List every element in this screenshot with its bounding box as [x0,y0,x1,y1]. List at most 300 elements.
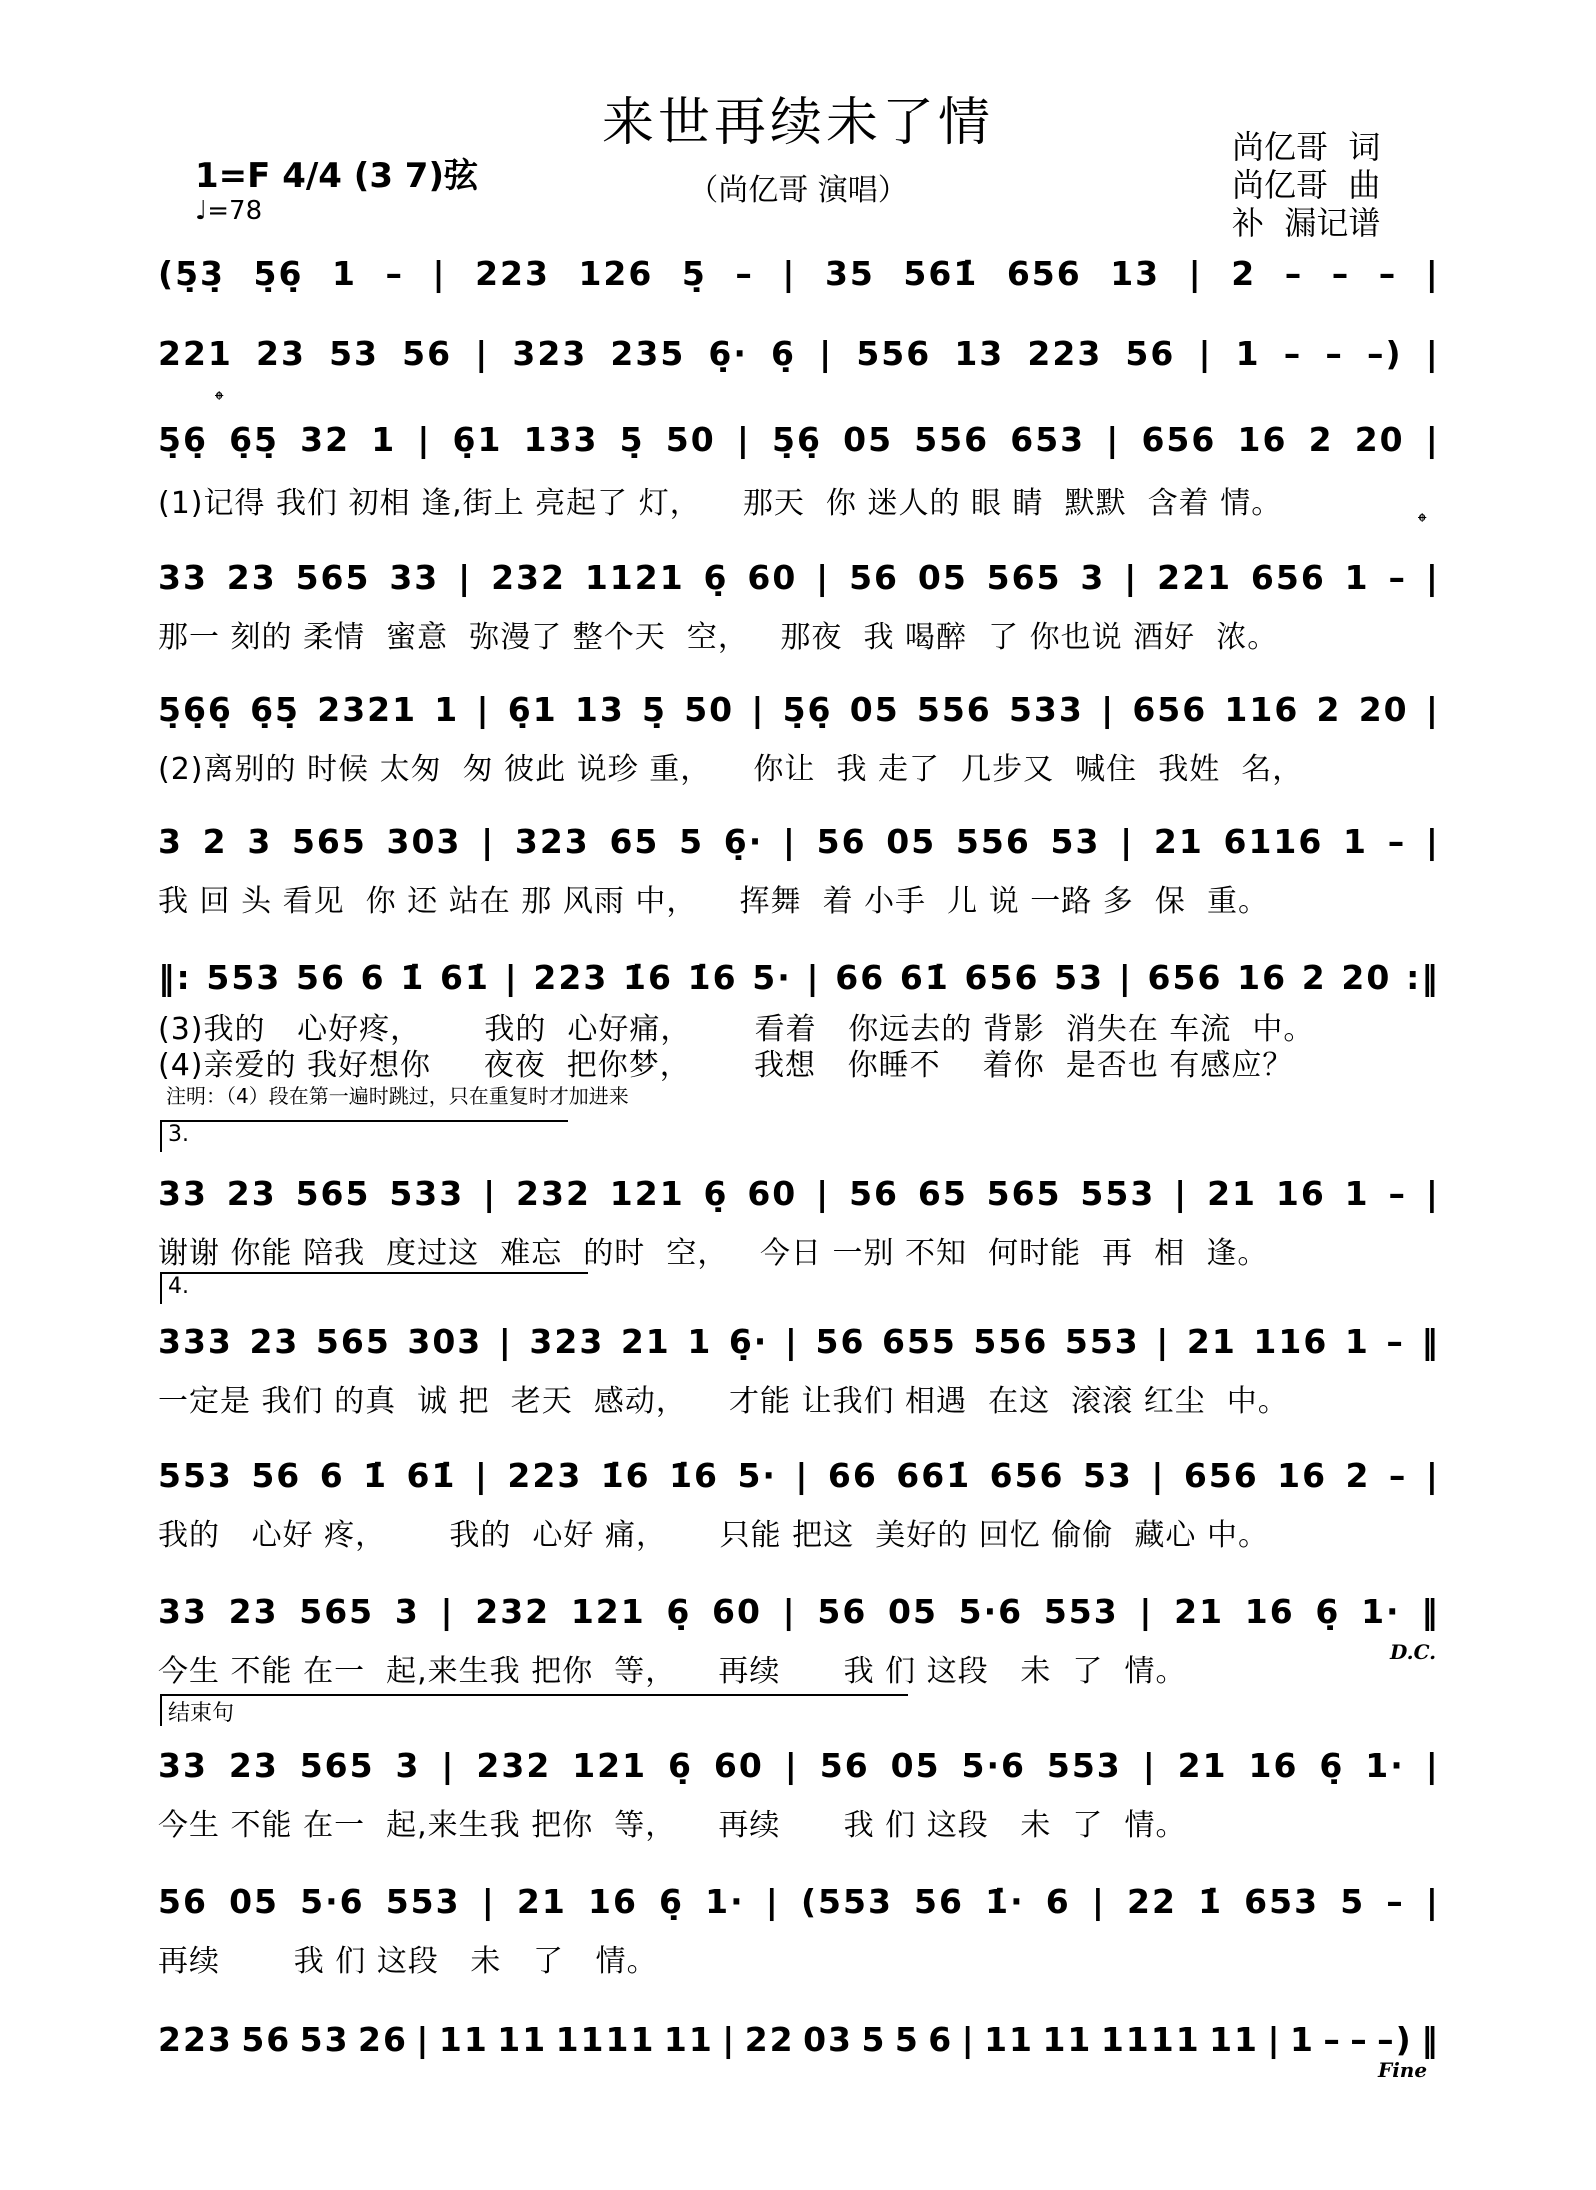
note-group: 553 [158,1455,233,1495]
note-group: 1 [1344,1173,1370,1213]
score-row [158,414,1440,464]
note-group: 32 [300,419,351,459]
note-group: 2 [1231,253,1257,293]
note-group: 2 [1301,957,1327,997]
barline: | [504,957,519,997]
note-group: 2 [1308,419,1334,459]
barline: | [458,557,473,597]
note-group: –) [1367,333,1403,373]
note-group: 20 [1341,957,1392,997]
note-group: 221 [1157,557,1233,597]
note-group: 56 [849,1173,899,1213]
score-row [158,816,1440,866]
note-group: 5̣ [681,253,707,293]
note-group: 533 [1008,689,1084,729]
note-group: 6̣1 [507,689,558,729]
note-group: 565 [295,1173,371,1213]
note-group: (5̣3̣ [158,253,226,293]
note-group: 1111 [1100,2019,1201,2059]
barline: | [1120,821,1135,861]
coda-sign-icon: 𝄌 [215,386,224,414]
volta-bracket-4: 4. [160,1272,588,1304]
lyric-line: (1)记得 我们 初相 逢,街上 亮起了 灯， 那天 你 迷人的 眼 睛 默默 含着 情。 [158,486,1283,521]
note-group: 21 [516,1881,567,1921]
barline: | [782,821,797,861]
note-group: 35 [824,253,875,293]
note-group: 60 [747,557,798,597]
note-group: 232 [516,1173,591,1213]
note-group: 223 [1027,333,1103,373]
barline: | [1425,557,1440,597]
note-group: 05 [917,557,968,597]
note-group: – [1386,1881,1405,1921]
notes-line [158,328,1440,380]
note-group: 565 [315,1321,391,1361]
note-group: 6̣ [1315,1591,1341,1631]
note-group: 3 [395,1745,421,1785]
score-row [158,1740,1440,1790]
note-group: – [1283,333,1303,373]
note-group: 656 [1250,557,1326,597]
note-group: 6̣· [723,821,764,861]
note-group: 232 [476,1745,552,1785]
note-group: 1 [434,689,460,729]
note-group: 23 [228,1745,279,1785]
barline: | [816,557,831,597]
barline: | [1425,821,1440,861]
note-group: 533 [389,1173,465,1213]
note-group: 23 [228,1591,279,1631]
note-group: 5̣6̣ [772,419,822,459]
note-group: 5̣6̣6̣ [158,689,233,729]
note-group: – [1388,1455,1408,1495]
note-group: 23 [249,1321,300,1361]
score-row [158,248,1440,298]
note-group: 565 [291,821,367,861]
note-group: 50 [684,689,735,729]
note-group: 65 [917,1173,968,1213]
note-group: 223 [507,1455,583,1495]
barline: | [1174,1173,1189,1213]
note-group: 05 [890,1745,941,1785]
note-group: 565 [295,557,371,597]
barline: | [498,1321,513,1361]
note-group: 33 [158,1745,208,1785]
note-group: 561̇ [903,253,979,293]
barline: | [1139,1591,1154,1631]
barline: :‖ [1406,957,1440,997]
note-group: 16 [1237,419,1288,459]
note-group: 6116 [1223,821,1324,861]
note-group: 05 [888,1591,938,1631]
note-group: 22 [744,2019,795,2059]
note-group: 11 [438,2019,489,2059]
score-row [158,552,1440,602]
note-group: 556 [856,333,932,373]
note-group: 5· [737,1455,777,1495]
note-group: 21 [1207,1173,1258,1213]
singer-line: （尚亿哥 演唱） [688,173,908,208]
barline: | [1101,689,1116,729]
score-row [158,1876,1440,1926]
note-group: 66 [827,1455,878,1495]
barline: | [441,1745,456,1785]
note-group: 16 [1248,1745,1299,1785]
note-group: 3 [394,1591,420,1631]
note-group: 60 [747,1173,798,1213]
barline: | [1151,1455,1166,1495]
note-group: 656 [1132,689,1208,729]
score-row [158,1168,1440,1218]
barline: | [475,333,490,373]
note-group: 1 [1344,557,1370,597]
note-group: 6̣1 [452,419,503,459]
note-group: – [735,253,754,293]
barline: ‖ [1421,2019,1440,2059]
note-group: 565 [986,557,1062,597]
barline: | [483,1173,498,1213]
note-group: 21 [620,1321,671,1361]
barline: | [481,1881,496,1921]
barline: | [474,1455,489,1495]
note-group: 20 [1358,689,1409,729]
note-group: 121 [570,1591,646,1631]
note-group: 11 [1042,2019,1093,2059]
notes-line [158,1586,1440,1638]
dc-mark: D.C. [1390,1640,1437,1664]
note-group: 556 [973,1321,1049,1361]
barline: | [1188,253,1203,293]
note-group: 21 [1177,1745,1228,1785]
note-group: – [1350,2019,1369,2059]
barline: | [722,2019,737,2059]
note-group: 1̇6 [600,1455,651,1495]
note-group: 5 [894,2019,920,2059]
note-group: 565 [299,1591,375,1631]
note-group: 303 [386,821,462,861]
note-group: – [1323,2019,1342,2059]
note-group: 553 [1064,1321,1140,1361]
notes-line [158,816,1440,868]
note-group: 5̣ [619,419,645,459]
note-group: 22 [1127,1881,1177,1921]
lyric-line: 再续 我 们 这段 未 了 情。 [158,1944,658,1979]
note-group: 565 [299,1745,375,1785]
note-group: 13 [574,689,625,729]
note-group: 53 [1050,821,1101,861]
barline: | [1425,419,1440,459]
note-group: 53 [329,333,380,373]
composer-credit: 尚亿哥 曲 [1232,166,1381,204]
note-group: 656 [1147,957,1223,997]
fine-mark: Fine [1378,2058,1428,2082]
credits [1232,128,1380,242]
lyric-line: 谢谢 你能 陪我 度过这 难忘 的时 空， 今日 一别 不知 何时能 再 相 逢。 [158,1236,1269,1271]
note-group: 6̣· [728,1321,769,1361]
barline: | [1091,1881,1106,1921]
note-group: 3 [1080,557,1106,597]
note-group: 1 [1289,2019,1315,2059]
note-group: 553 [1046,1745,1122,1785]
note-group: 60 [713,1745,764,1785]
barline: | [417,419,432,459]
lyric-line: 今生 不能 在一 起,来生我 把你 等， 再续 我 们 这段 未 了 情。 [158,1654,1187,1689]
note-group: 53 [299,2019,350,2059]
note-group: 16 [587,1881,638,1921]
barline: | [765,1881,780,1921]
note-group: 56 [251,1455,302,1495]
notes-line [158,2014,1440,2066]
note-group: –) [1377,2019,1413,2059]
note-group: 13 [1110,253,1161,293]
note-group: 5̣ [642,689,667,729]
note-group: 223 [475,253,550,293]
note-group: 223 [158,2019,233,2059]
note-group: 223 [533,957,609,997]
note-group: 61̇ [406,1455,457,1495]
note-group: 1̇6 [669,1455,720,1495]
lyric-line-verse-4: (4)亲爱的 我好想你 夜夜 把你梦， 我想 你睡不 着你 是否也 有感应？ [158,1048,1294,1083]
score-row [158,1450,1440,1500]
note-group: – [1284,253,1304,293]
note-group: 05 [843,419,894,459]
note-group: 56 [817,1591,868,1631]
note-group: 656 [1006,253,1082,293]
note-group: 653 [1244,1881,1320,1921]
note-group: 56 [158,1881,208,1921]
notes-line [158,414,1440,466]
note-group: 23 [226,557,277,597]
ending-bracket: 结束句 [160,1694,908,1726]
note-group: 03 [803,2019,854,2059]
lyric-line: (2)离别的 时候 太匆 匆 彼此 说珍 重， 你让 我 走了 几步又 喊住 我姓 名， [158,752,1304,787]
note-group: 553 [206,957,282,997]
score-row [158,2014,1440,2064]
notes-line [158,1168,1440,1220]
volta-bracket-3: 3. [160,1120,568,1152]
note-group: 16 [1244,1591,1295,1631]
barline: | [432,253,447,293]
note-group: 6̣ [1319,1745,1345,1785]
note-group: 6̣ [771,333,797,373]
note-group: 56 [914,1881,964,1921]
note-group: 53 [1054,957,1105,997]
key-signature: 1=F 4/4 (3 7)弦 [195,156,479,196]
note-group: 56 [816,821,867,861]
note-group: 6̣5̣ [229,419,280,459]
barline: | [784,1321,799,1361]
barline: | [1425,253,1440,293]
note-group: 1· [1361,1591,1401,1631]
note-group: 661̇ [896,1455,972,1495]
barline: ‖ [1421,1321,1440,1361]
barline: | [782,253,797,293]
note-group: – [1388,557,1407,597]
note-group: 16 [1237,957,1288,997]
barline: | [1425,1173,1440,1213]
barline: | [1425,333,1440,373]
notes-line [158,952,1440,1004]
note-group: 60 [712,1591,762,1631]
score-row [158,328,1440,378]
song-title: 来世再续未了情 [601,93,994,153]
note-group: 5 [1340,1881,1366,1921]
note-group: 6 [360,957,386,997]
note-group: 33 [389,557,440,597]
barline: | [961,2019,976,2059]
barline: ‖ [1421,1591,1440,1631]
note-group: 1̇ [1198,1881,1224,1921]
note-group: 2 [202,821,228,861]
note-group: 21 [1186,1321,1237,1361]
lyric-line: 今生 不能 在一 起,来生我 把你 等， 再续 我 们 这段 未 了 情。 [158,1808,1187,1843]
note-group: 323 [514,821,590,861]
note-group: 221 [158,333,233,373]
barline: | [1425,689,1440,729]
lyric-line: 我的 心好 疼， 我的 心好 痛， 只能 把这 美好的 回忆 偷偷 藏心 中。 [158,1518,1269,1553]
note-group: 656 [964,957,1040,997]
barline: | [1425,1745,1440,1785]
lyric-line: 一定是 我们 的真 诚 把 老天 感动， 才能 让我们 相遇 在这 滚滚 红尘 中。 [158,1384,1289,1419]
note-group: 1· [705,1881,745,1921]
note-group: 333 [158,1321,233,1361]
notes-line [158,552,1440,604]
note-group: 23 [256,333,306,373]
note-group: 126 [578,253,654,293]
barline: | [1142,1745,1157,1785]
note-group: 56 [296,957,346,997]
note-group: 3 [158,821,183,861]
note-group: 16 [1277,1455,1328,1495]
note-group: 553 [1080,1173,1156,1213]
note-group: 556 [955,821,1031,861]
note-group: 1 [331,253,357,293]
notes-line [158,1316,1440,1368]
lyric-line: 那一 刻的 柔情 蜜意 弥漫了 整个天 空， 那夜 我 喝醉 了 你也说 酒好 浓。 [158,620,1279,655]
barline: | [751,689,766,729]
note-group: 2321 [317,689,418,729]
note-group: 653 [1010,419,1086,459]
note-group: 26 [358,2019,408,2059]
note-group: 323 [512,333,588,373]
barline: | [736,419,751,459]
note-group: 5̣6̣ [158,419,208,459]
note-group: 556 [914,419,990,459]
note-group: 11 [663,2019,714,2059]
note-group: 50 [665,419,716,459]
note-group: 2 [1316,689,1342,729]
barline: | [806,957,821,997]
notes-line [158,1876,1440,1928]
note-group: 1 [687,1321,713,1361]
note-group: 121 [572,1745,648,1785]
note-group: 23 [226,1173,277,1213]
note-group: 11 [1209,2019,1260,2059]
transcriber-credit: 补 漏记谱 [1232,204,1381,242]
note-group: 1̇6 [687,957,738,997]
note-group: 1· [1365,1745,1405,1785]
note-group: 05 [229,1881,279,1921]
note-group: 6̣ [703,557,729,597]
note-group: – [1387,821,1407,861]
note-group: 56 [241,2019,292,2059]
note-group: 5·6 [961,1745,1026,1785]
note-group: 6̣· [708,333,748,373]
note-group: 21 [1174,1591,1225,1631]
note-group: – [1325,333,1344,373]
note-group: 11 [497,2019,548,2059]
barline: ‖: [158,957,192,997]
note-group: 656 [1183,1455,1259,1495]
notes-line [158,1740,1440,1792]
barline: | [416,2019,431,2059]
barline: | [1267,2019,1282,2059]
note-group: – [385,253,404,293]
note-group: 20 [1354,419,1405,459]
barline: | [1118,957,1133,997]
note-group: 13 [954,333,1005,373]
note-group: 1̇· [985,1881,1025,1921]
note-group: (553 [800,1881,893,1921]
note-group: 232 [491,557,566,597]
performance-note: 注明：（4）段在第一遍时跳过，只在重复时才加进来 [166,1084,629,1108]
barline: | [784,1745,799,1785]
note-group: 56 [819,1745,870,1785]
notes-line [158,248,1440,300]
note-group: 21 [1153,821,1204,861]
note-group: 6 [928,2019,954,2059]
notes-line [158,684,1440,736]
score-row [158,1316,1440,1366]
note-group: 133 [523,419,599,459]
barline: | [819,333,834,373]
barline: | [481,821,496,861]
note-group: 11 [984,2019,1035,2059]
note-group: 656 [989,1455,1065,1495]
note-group: 1̇ [400,957,426,997]
note-group: 05 [849,689,900,729]
notes-line [158,1450,1440,1502]
score-row [158,1586,1440,1636]
barline: | [1425,1455,1440,1495]
note-group: 116 [1224,689,1300,729]
note-group: 6̣5̣ [250,689,301,729]
note-group: 1121 [584,557,685,597]
barline: | [440,1591,455,1631]
barline: | [1156,1321,1171,1361]
note-group: 556 [916,689,992,729]
note-group: 05 [886,821,937,861]
note-group: 6 [319,1455,345,1495]
note-group: – [1386,1321,1405,1361]
note-group: 5̣6̣ [782,689,833,729]
note-group: 323 [529,1321,605,1361]
note-group: 1 [1344,1321,1370,1361]
note-group: 6̣ [703,1173,729,1213]
lyric-line: (3)我的 心好疼， 我的 心好痛， 看着 你远去的 背影 消失在 车流 中。 [158,1012,1315,1047]
score-row [158,952,1440,1002]
note-group: 6̣ [668,1745,693,1785]
barline: | [1198,333,1213,373]
barline: | [476,689,491,729]
note-group: 5 [679,821,705,861]
note-group: 56 [1125,333,1176,373]
note-group: 1 [1343,821,1369,861]
barline: | [782,1591,797,1631]
note-group: 61̇ [439,957,490,997]
note-group: 6 [1045,1881,1071,1921]
note-group: 5·6 [300,1881,365,1921]
